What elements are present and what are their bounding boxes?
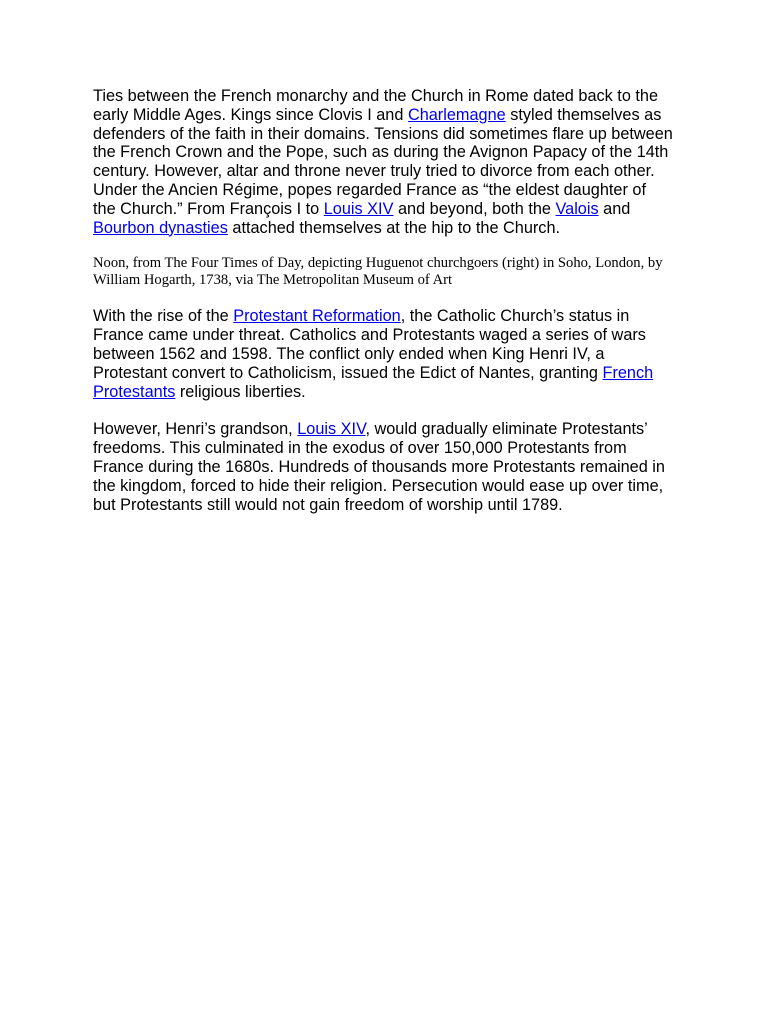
link-valois[interactable]: Valois	[555, 199, 599, 218]
paragraph-text: However, Henri’s grandson,	[93, 420, 298, 439]
paragraph-monarchy-church	[93, 87, 673, 237]
paragraph-louis-xiv	[93, 420, 673, 514]
paragraph-text: attached themselves at the hip to the Church.	[227, 218, 561, 237]
paragraph-text: styled themselves as defenders of the faith in their domains. Tensions did sometimes flare up between the French Crown and the Pope, such as during the Avignon Papacy of the 14th century. However, altar and throne never truly tried to divorce from each other. Under the Ancien Régime, popes regarded France as “the eldest daughter of the Church.” From François I to	[93, 105, 673, 218]
link-louis-xiv[interactable]: Louis XIV	[297, 420, 366, 439]
link-charlemagne[interactable]: Charlemagne	[407, 105, 506, 124]
paragraph-text: and	[598, 199, 631, 218]
link-bourbon-dynasties[interactable]: Bourbon dynasties	[93, 218, 228, 237]
paragraph-reformation	[93, 307, 673, 401]
image-caption: Noon, from The Four Times of Day, depicting Huguenot churchgoers (right) in Soho, London, by William Hogarth, 1738, via The Metropolitan Museum of Art	[93, 255, 663, 288]
paragraph-text: and beyond, both the	[393, 199, 556, 218]
paragraph-text: religious liberties.	[175, 382, 306, 401]
paragraph-text: , the Catholic Church’s status in France came under threat. Catholics and Protestants waged a series of wars between 1562 and 1598. The conflict only ended when King Henri IV, a Protestant convert to Catholicism, issued the Edict of Nantes, granting	[93, 307, 646, 382]
link-french-protestants[interactable]: French Protestants	[93, 363, 654, 401]
paragraph-text: Ties between the French monarchy and the Church in Rome dated back to the early Middle Ages. Kings since Clovis I and	[93, 87, 659, 124]
article-body	[93, 87, 673, 514]
paragraph-text: With the rise of the	[93, 307, 234, 326]
link-louis-xiv[interactable]: Louis XIV	[323, 199, 394, 218]
link-protestant-reformation[interactable]: Protestant Reformation	[233, 307, 401, 326]
paragraph-text: , would gradually eliminate Protestants’ freedoms. This culminated in the exodus of over 150,000 Protestants from France during the 1680s. Hundreds of thousands more Protestants remained in the kingdom, forced to hide their religion. Persecution would ease up over time, but Protestants still would not gain freedom of worship until 1789.	[93, 420, 665, 514]
